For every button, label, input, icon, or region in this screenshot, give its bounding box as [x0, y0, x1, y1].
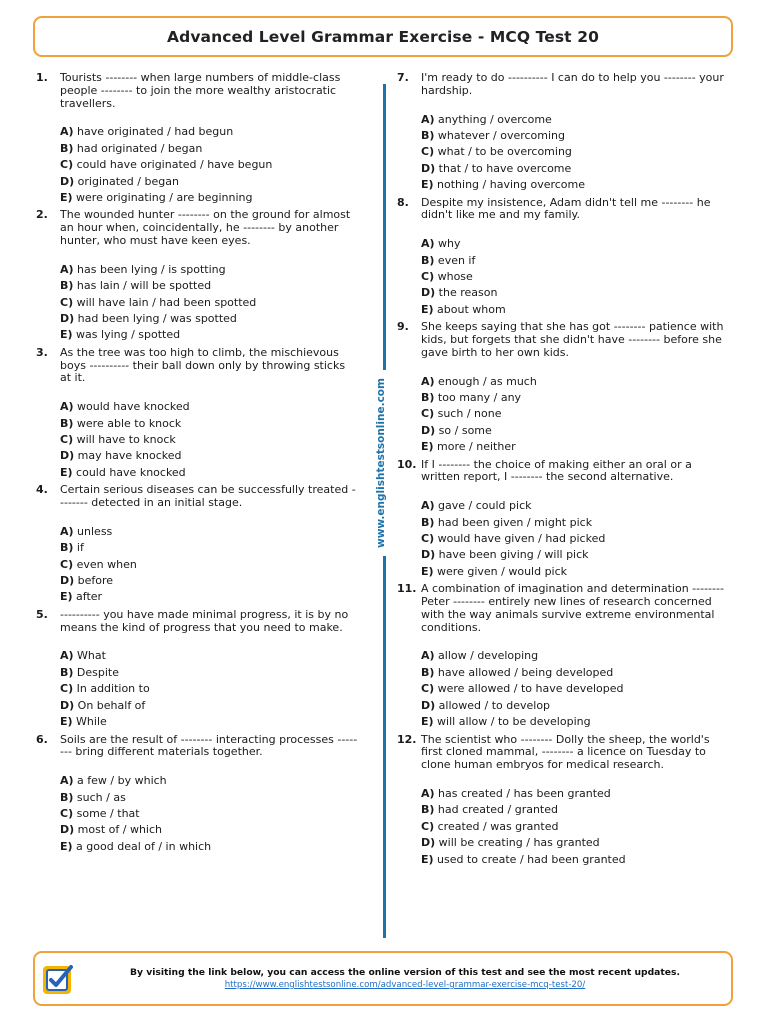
option-list	[421, 498, 733, 580]
answer-option[interactable]	[421, 547, 733, 563]
option-text: gave / could pick	[438, 499, 532, 513]
answer-option[interactable]	[60, 432, 358, 448]
question-text: The scientist who -------- Dolly the sheep, the world's first cloned mammal, -------- a licence on Tuesday to clone human embryos for medical research.	[421, 732, 710, 772]
option-letter: A)	[421, 112, 435, 126]
option-text: the reason	[438, 286, 498, 300]
option-text: have been giving / will pick	[438, 548, 589, 562]
option-letter: E)	[60, 465, 73, 479]
option-text: anything / overcome	[438, 112, 552, 126]
right-question-column	[397, 72, 733, 868]
option-letter: B)	[421, 665, 435, 679]
option-text: originated / began	[77, 174, 179, 188]
answer-option[interactable]	[421, 423, 733, 439]
answer-option[interactable]	[421, 144, 733, 160]
option-list	[60, 262, 358, 344]
footer-link[interactable]: https://www.englishtestsonline.com/advanced-level-grammar-exercise-mcq-test-20/	[224, 980, 586, 990]
answer-option[interactable]	[60, 124, 358, 140]
option-letter: D)	[60, 823, 75, 837]
option-letter: E)	[60, 191, 73, 205]
option-letter: E)	[60, 715, 73, 729]
option-list	[60, 399, 358, 481]
site-watermark-vertical: www.englishtestsonline.com	[373, 370, 389, 556]
option-letter: C)	[60, 682, 74, 696]
option-list	[60, 524, 358, 606]
answer-option[interactable]	[60, 822, 358, 838]
answer-option[interactable]	[60, 416, 358, 432]
option-text: will have to knock	[76, 433, 176, 447]
question-item	[36, 609, 358, 731]
option-letter: D)	[60, 574, 75, 588]
answer-option[interactable]	[60, 573, 358, 589]
option-letter: D)	[60, 174, 75, 188]
option-letter: C)	[421, 682, 435, 696]
question-text: If I -------- the choice of making either an oral or a written report, I -------- the second alternative.	[421, 457, 692, 484]
answer-option[interactable]	[60, 141, 358, 157]
answer-option[interactable]	[421, 439, 733, 455]
option-text: even if	[437, 253, 476, 267]
answer-option[interactable]	[60, 262, 358, 278]
option-text: if	[76, 541, 84, 555]
option-letter: E)	[60, 328, 73, 342]
option-text: such / as	[76, 790, 126, 804]
answer-option[interactable]	[60, 157, 358, 173]
option-text: such / none	[437, 407, 502, 421]
question-item	[36, 72, 358, 206]
option-letter: B)	[421, 391, 435, 405]
option-letter: C)	[421, 270, 435, 284]
answer-option[interactable]	[60, 540, 358, 556]
answer-option[interactable]	[421, 564, 733, 580]
option-letter: A)	[60, 400, 74, 414]
answer-option[interactable]	[60, 557, 358, 573]
page-title: Advanced Level Grammar Exercise - MCQ Test 20	[167, 27, 599, 46]
option-letter: C)	[60, 433, 74, 447]
option-text: would have given / had picked	[437, 532, 606, 546]
option-letter: A)	[421, 649, 435, 663]
footer-box	[33, 951, 733, 1006]
answer-option[interactable]	[421, 498, 733, 514]
option-letter: E)	[421, 440, 434, 454]
answer-option[interactable]	[421, 161, 733, 177]
answer-option[interactable]	[60, 648, 358, 664]
option-letter: A)	[421, 237, 435, 251]
question-number: 6.	[36, 732, 48, 746]
option-text: has created / has been granted	[438, 786, 611, 800]
answer-option[interactable]	[421, 406, 733, 422]
option-list	[421, 786, 733, 868]
title-box	[33, 16, 733, 57]
option-letter: A)	[421, 786, 435, 800]
option-letter: B)	[60, 416, 74, 430]
option-text: has been lying / is spotting	[77, 262, 226, 276]
option-text: allow / developing	[438, 649, 539, 663]
answer-option[interactable]	[60, 665, 358, 681]
option-letter: B)	[60, 279, 74, 293]
option-letter: A)	[60, 125, 74, 139]
option-text: even when	[76, 557, 137, 571]
option-letter: C)	[421, 145, 435, 159]
answer-option[interactable]	[60, 174, 358, 190]
answer-option[interactable]	[421, 302, 733, 318]
answer-option[interactable]	[60, 190, 358, 206]
question-number: 3.	[36, 345, 48, 359]
option-text: What	[77, 649, 106, 663]
option-text: allowed / to develop	[438, 698, 551, 712]
option-letter: E)	[421, 715, 434, 729]
answer-option[interactable]	[60, 773, 358, 789]
option-letter: A)	[60, 649, 74, 663]
question-item	[397, 72, 733, 194]
answer-option[interactable]	[421, 177, 733, 193]
option-letter: A)	[60, 524, 74, 538]
answer-option[interactable]	[60, 681, 358, 697]
option-text: too many / any	[437, 391, 522, 405]
answer-option[interactable]	[421, 698, 733, 714]
option-text: had been lying / was spotted	[77, 312, 237, 326]
option-letter: B)	[60, 790, 74, 804]
option-letter: B)	[60, 541, 74, 555]
answer-option[interactable]	[421, 374, 733, 390]
option-text: more / neither	[437, 440, 516, 454]
option-text: were originating / are beginning	[76, 191, 253, 205]
answer-option[interactable]	[60, 839, 358, 855]
option-letter: D)	[421, 161, 436, 175]
question-text: The wounded hunter -------- on the ground for almost an hour when, coincidentally, he -------- by another hunter, who must have keen eyes.	[60, 208, 351, 248]
answer-option[interactable]	[421, 515, 733, 531]
option-text: a good deal of / in which	[76, 839, 212, 853]
option-text: could have knocked	[76, 465, 186, 479]
question-text: ---------- you have made minimal progress, it is by no means the kind of progress that you need to make.	[60, 607, 349, 634]
answer-option[interactable]	[421, 285, 733, 301]
question-item	[397, 583, 733, 730]
option-letter: C)	[421, 532, 435, 546]
option-text: were allowed / to have developed	[437, 682, 624, 696]
option-text: about whom	[437, 302, 506, 316]
option-letter: E)	[60, 839, 73, 853]
option-letter: C)	[60, 557, 74, 571]
option-text: created / was granted	[437, 819, 559, 833]
option-text: unless	[77, 524, 113, 538]
option-letter: A)	[60, 774, 74, 788]
option-letter: B)	[60, 141, 74, 155]
answer-option[interactable]	[421, 786, 733, 802]
answer-option[interactable]	[60, 295, 358, 311]
answer-option[interactable]	[60, 465, 358, 481]
answer-option[interactable]	[60, 714, 358, 730]
answer-option[interactable]	[60, 448, 358, 464]
answer-option[interactable]	[60, 698, 358, 714]
answer-option[interactable]	[421, 714, 733, 730]
option-text: some / that	[76, 806, 140, 820]
question-item	[397, 321, 733, 455]
answer-option[interactable]	[421, 802, 733, 818]
question-text: As the tree was too high to climb, the mischievous boys ---------- their ball down only by throwing sticks at it.	[60, 345, 346, 385]
option-letter: E)	[421, 178, 434, 192]
option-letter: C)	[421, 819, 435, 833]
option-letter: E)	[421, 302, 434, 316]
option-text: has lain / will be spotted	[76, 279, 212, 293]
question-text: A combination of imagination and determination -------- Peter -------- entirely new lines of research concerned with the way animals survive extreme environmental conditions.	[421, 582, 724, 634]
option-text: will have lain / had been spotted	[76, 295, 257, 309]
left-question-column	[36, 72, 358, 855]
question-number: 9.	[397, 320, 409, 334]
option-list	[421, 374, 733, 456]
question-item	[397, 734, 733, 868]
option-text: had created / granted	[437, 803, 558, 817]
answer-option[interactable]	[421, 819, 733, 835]
option-text: what / to be overcoming	[437, 145, 572, 159]
option-text: had originated / began	[76, 141, 203, 155]
answer-option[interactable]	[421, 835, 733, 851]
option-letter: C)	[60, 158, 74, 172]
option-text: While	[76, 715, 107, 729]
option-letter: D)	[421, 698, 436, 712]
option-letter: B)	[60, 665, 74, 679]
question-item	[397, 459, 733, 581]
option-list	[60, 773, 358, 855]
answer-option[interactable]	[60, 399, 358, 415]
answer-option[interactable]	[60, 278, 358, 294]
option-text: would have knocked	[77, 400, 190, 414]
question-number: 11.	[397, 582, 417, 596]
option-list	[421, 648, 733, 730]
option-letter: D)	[421, 836, 436, 850]
option-letter: D)	[60, 698, 75, 712]
option-letter: D)	[421, 548, 436, 562]
option-letter: D)	[421, 423, 436, 437]
answer-option[interactable]	[60, 806, 358, 822]
answer-option[interactable]	[421, 681, 733, 697]
option-text: may have knocked	[77, 449, 182, 463]
option-text: used to create / had been granted	[437, 852, 626, 866]
option-text: have originated / had begun	[77, 125, 234, 139]
answer-option[interactable]	[60, 790, 358, 806]
option-list	[60, 124, 358, 206]
answer-option[interactable]	[421, 531, 733, 547]
question-text: She keeps saying that she has got -------- patience with kids, but forgets that she didn't have -------- before she gave birth to her own kids.	[421, 320, 724, 359]
option-letter: A)	[421, 374, 435, 388]
option-text: were able to knock	[76, 416, 182, 430]
option-letter: E)	[60, 590, 73, 604]
question-item	[36, 734, 358, 856]
question-number: 12.	[397, 732, 417, 746]
answer-option[interactable]	[60, 589, 358, 605]
question-number: 8.	[397, 195, 409, 209]
option-text: that / to have overcome	[438, 161, 572, 175]
option-text: were given / would pick	[437, 564, 568, 578]
question-number: 4.	[36, 483, 48, 497]
option-letter: A)	[60, 262, 74, 276]
answer-option[interactable]	[60, 311, 358, 327]
question-item	[36, 484, 358, 606]
option-text: had been given / might pick	[437, 515, 593, 529]
answer-option[interactable]	[421, 128, 733, 144]
option-letter: A)	[421, 499, 435, 513]
option-text: In addition to	[76, 682, 150, 696]
option-letter: C)	[60, 295, 74, 309]
option-text: have allowed / being developed	[437, 665, 614, 679]
answer-option[interactable]	[421, 665, 733, 681]
question-number: 7.	[397, 71, 409, 84]
option-letter: B)	[421, 803, 435, 817]
question-item	[36, 209, 358, 343]
footer-note: By visiting the link below, you can access the online version of this test and see the most recent updates.	[130, 967, 680, 978]
option-text: will be creating / has granted	[438, 836, 600, 850]
question-item	[36, 347, 358, 481]
question-text: Tourists -------- when large numbers of middle-class people -------- to join the more wealthy aristocratic travellers.	[60, 71, 341, 110]
question-number: 2.	[36, 208, 48, 222]
option-letter: D)	[60, 449, 75, 463]
option-letter: B)	[421, 129, 435, 142]
question-text: Soils are the result of -------- interacting processes -------- bring different materials together.	[60, 732, 358, 759]
option-letter: B)	[421, 515, 435, 529]
option-text: was lying / spotted	[76, 328, 181, 342]
option-text: nothing / having overcome	[437, 178, 586, 192]
question-item	[397, 197, 733, 319]
answer-option[interactable]	[421, 390, 733, 406]
answer-option[interactable]	[421, 852, 733, 868]
option-letter: E)	[421, 564, 434, 578]
question-text: Certain serious diseases can be successfully treated -------- detected in an initial stage.	[60, 483, 356, 510]
option-text: a few / by which	[77, 774, 167, 788]
option-list	[421, 112, 733, 194]
checkbox-check-icon	[42, 963, 74, 995]
question-number: 1.	[36, 71, 48, 84]
option-letter: B)	[421, 253, 435, 267]
question-text: Despite my insistence, Adam didn't tell me -------- he didn't like me and my family.	[421, 195, 711, 222]
option-text: could have originated / have begun	[76, 158, 273, 172]
question-number: 5.	[36, 607, 48, 621]
option-list	[60, 648, 358, 730]
footer-text	[95, 966, 715, 992]
option-list	[421, 236, 733, 318]
answer-option[interactable]	[421, 253, 733, 269]
answer-option[interactable]	[60, 327, 358, 343]
option-text: after	[76, 590, 103, 604]
answer-option[interactable]	[421, 269, 733, 285]
option-text: whose	[437, 270, 473, 284]
answer-option[interactable]	[60, 524, 358, 540]
option-text: so / some	[438, 423, 492, 437]
option-letter: D)	[421, 286, 436, 300]
option-text: will allow / to be developing	[437, 715, 591, 729]
option-text: before	[77, 574, 114, 588]
question-number: 10.	[397, 457, 417, 471]
option-text: why	[438, 237, 461, 251]
option-text: On behalf of	[77, 698, 146, 712]
option-letter: C)	[421, 407, 435, 421]
option-letter: C)	[60, 806, 74, 820]
option-letter: E)	[421, 852, 434, 866]
answer-option[interactable]	[421, 236, 733, 252]
option-letter: D)	[60, 312, 75, 326]
option-text: Despite	[76, 665, 120, 679]
answer-option[interactable]	[421, 112, 733, 128]
question-text: I'm ready to do ---------- I can do to help you -------- your hardship.	[421, 71, 724, 97]
option-text: most of / which	[77, 823, 163, 837]
answer-option[interactable]	[421, 648, 733, 664]
option-text: whatever / overcoming	[437, 129, 566, 142]
option-text: enough / as much	[438, 374, 537, 388]
